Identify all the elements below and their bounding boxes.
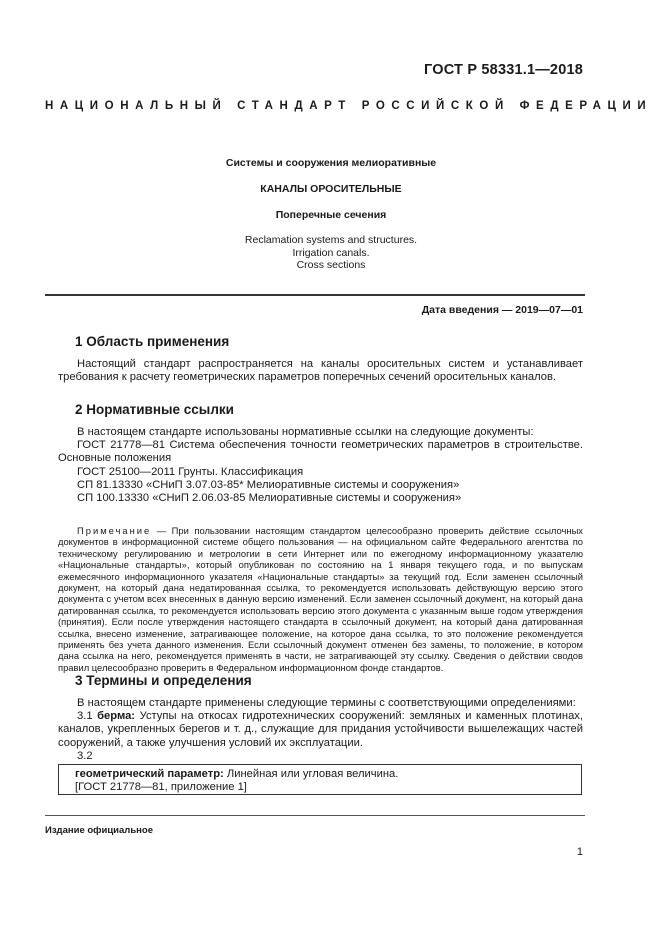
title-category: Системы и сооружения мелиоративные <box>225 157 437 169</box>
title-english-line: Irrigation canals. <box>292 246 370 259</box>
title-english <box>45 234 617 272</box>
document-code: ГОСТ Р 58331.1—2018 <box>424 62 583 78</box>
term-number: 3.2 <box>77 749 93 762</box>
section-2-intro: В настоящем стандарте использованы нормативные ссылки на следующие документы: <box>77 426 534 438</box>
title-divider <box>45 294 585 296</box>
term-definition: Линейная или угловая величина. <box>223 768 399 780</box>
title-main: КАНАЛЫ ОРОСИТЕЛЬНЫЕ <box>260 183 402 195</box>
edition-label: Издание официальное <box>45 825 153 836</box>
term-geometric-parameter <box>75 768 575 794</box>
section-1-paragraph: Настоящий стандарт распространяется на каналы оросительных систем и устанавливает требования к расчету геометрических параметров поперечных сечений оросительных каналов. <box>58 358 583 384</box>
term-source: [ГОСТ 21778—81, приложение 1] <box>75 781 247 794</box>
title-english-line: Cross sections <box>296 259 366 271</box>
section-1-body <box>58 358 583 384</box>
references-note <box>58 525 583 673</box>
reference-item: ГОСТ 25100—2011 Грунты. Классификация <box>77 465 304 478</box>
term-number: 3.1 <box>77 710 98 723</box>
section-3-intro: В настоящем стандарте применены следующие термины с соответствующими определениями: <box>77 697 576 709</box>
section-1-heading: 1 Область применения <box>75 334 230 349</box>
title-subtitle: Поперечные сечения <box>275 209 387 221</box>
section-2-heading: 2 Нормативные ссылки <box>75 402 234 417</box>
term-definition: Уступы на откосах гидротехнических сооружений: земляных и каменных плотинах, каналов, укрепленных берегов и т. д., служащие для придания устойчивости вышележащих частей сооружений, а также улучшения условий их эксплуатации. <box>58 710 583 749</box>
page-number: 1 <box>576 846 583 858</box>
reference-item: СП 81.13330 «СНиП 3.07.03-85* Мелиоративные системы и сооружения» <box>77 478 460 491</box>
section-3-heading: 3 Термины и определения <box>75 673 252 688</box>
title-english-line: Reclamation systems and structures. <box>244 234 418 246</box>
term-name: геометрический параметр: <box>75 768 224 780</box>
note-text: — При пользовании настоящим стандартом целесообразно проверить действие ссылочных документов в информационной системе общего пользования — на официальном сайте Федерального агентства по техническому регулированию и метрологии в сети Интернет или по ежегодному информационному указателю «Национальные стандарты», который опубликован по состоянию на 1 января текущего года, и по выпускам ежемесячного информационного указателя «Национальные стандарты» за текущий год. Если заменен ссылочный документ, на который дана недатированная ссылка, то рекомендуется использовать действующую версию этого документа с учетом всех внесенных в данную версию изменений. Если заменен ссылочный документ, на который дана датированная ссылка, то рекомендуется использовать версию этого документа с указанным выше годом утверждения (принятия). Если после утверждения настоящего стандарта в ссылочный документ, на который дана датированная ссылка, внесено изменение, затрагивающее положение, на которое дана ссылка, то это положение рекомендуется применять без учета данного изменения. Если ссылочный документ отменен без замены, то положение, в котором дана ссылка на него, рекомендуется применять в части, не затрагивающей эту ссылку. Сведения о действии сводов правил целесообразно проверить в Федеральном информационном фонде стандартов. <box>58 525 583 673</box>
national-standard-title: НАЦИОНАЛЬНЫЙ СТАНДАРТ РОССИЙСКОЙ ФЕДЕРАЦИИ <box>45 100 653 112</box>
introduction-date: Дата введения — 2019—07—01 <box>421 304 583 316</box>
section-3-body <box>58 697 583 763</box>
footer-divider <box>45 815 585 816</box>
note-label: Примечание <box>77 525 152 536</box>
term-berm <box>58 710 583 750</box>
reference-item: СП 100.13330 «СНиП 2.06.03-85 Мелиоративные системы и сооружения» <box>77 492 462 505</box>
reference-item: ГОСТ 21778—81 Система обеспечения точности геометрических параметров в строительстве. Основные положения <box>58 439 583 465</box>
term-name: берма: <box>97 710 136 723</box>
section-2-body <box>58 426 583 505</box>
